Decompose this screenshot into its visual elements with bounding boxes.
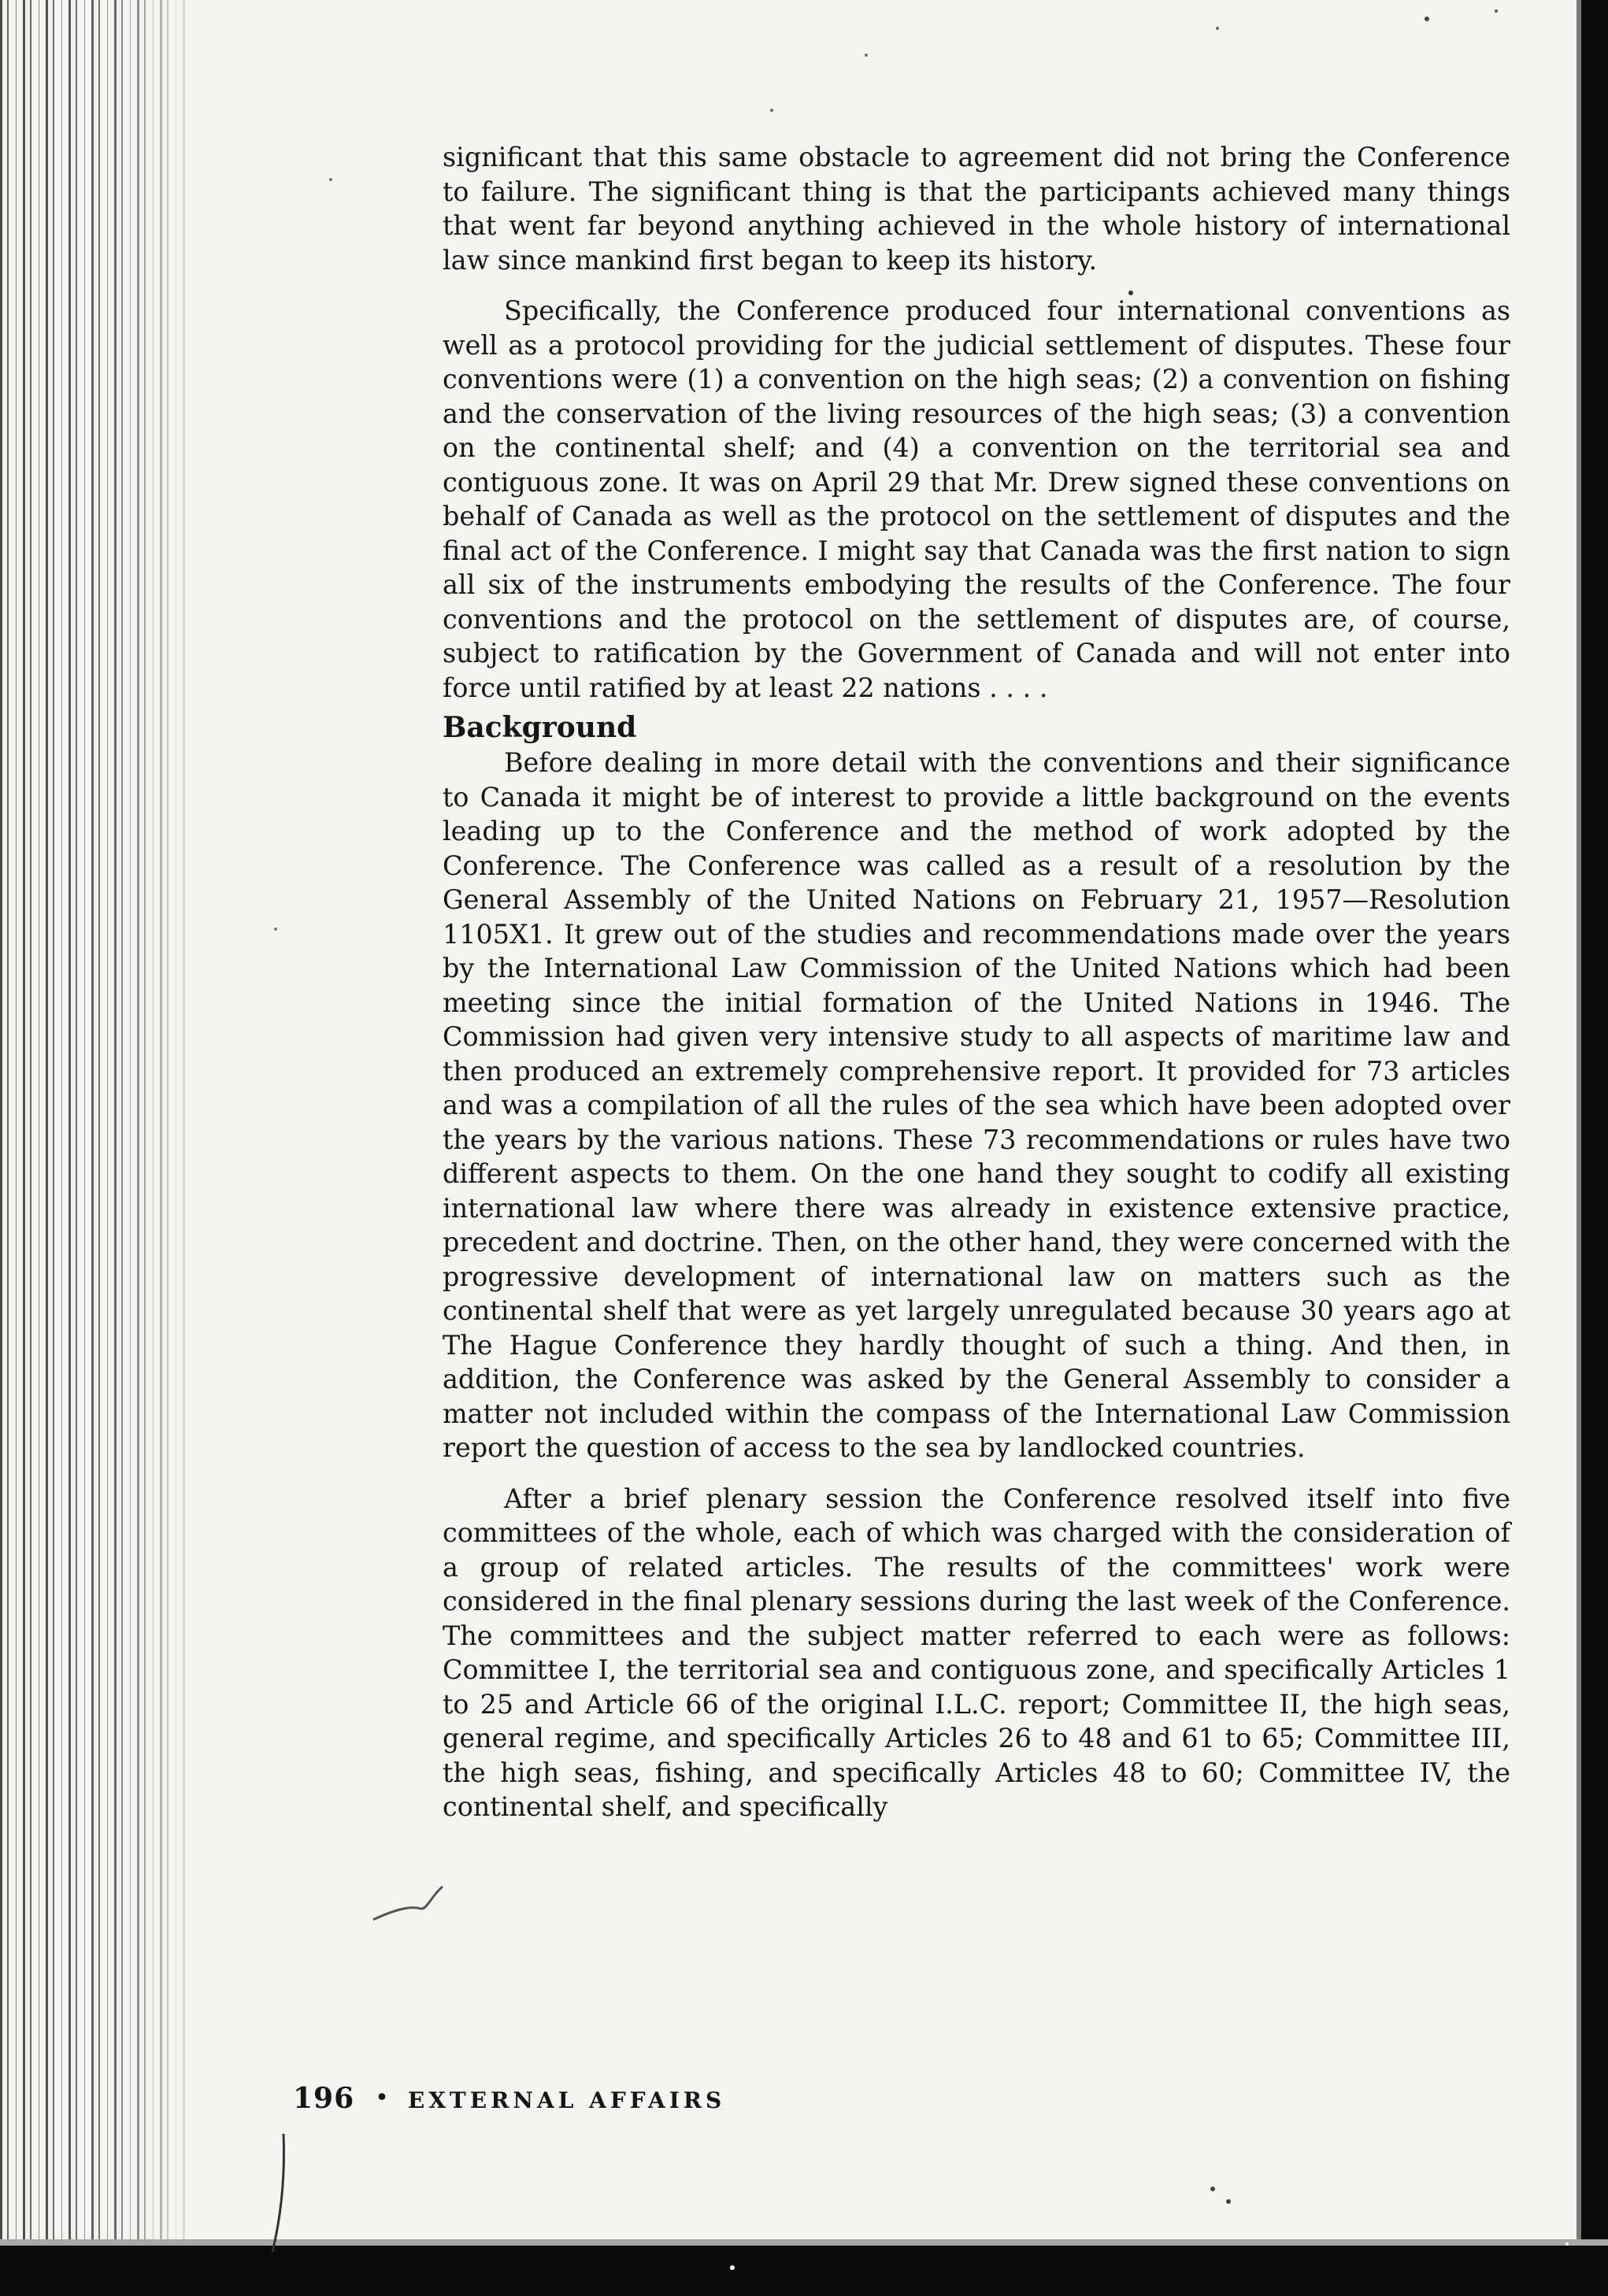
section-heading: Background: [443, 711, 637, 744]
footer-separator: •: [375, 2084, 389, 2112]
paragraph-continuation: significant that this same obstacle to agreement did not bring the Conference to failure. The significant thing is that the participants achieved many things that went far beyond anything achieved in the whole history of international law since mankind first began to keep its history.: [443, 142, 1510, 276]
page-footer: [293, 2082, 725, 2115]
paragraph-background: Before dealing in more detail with the conventions and their significance to Canada it might be of interest to provide a little background on the events leading up to the Conference and the method of work adopted by the Conference. The Conference was called as a result of a resolution by the General Assembly of the United Nations on February 21, 1957—Resolution 1105X1. It grew out of the studies and recommendations made over the years by the International Law Commission of the United Nations which had been meeting since the initial formation of the United Nations in 1946. The Commission had given very intensive study to all aspects of maritime law and then produced an extremely comprehensive report. It provided for 73 articles and was a compilation of all the rules of the sea which have been adopted over the years by the various nations. These 73 recommendations or rules have two different aspects to them. On the one hand they sought to codify all existing international law where there was already in existence extensive practice, precedent and doctrine. Then, on the other hand, they were concerned with the progressive development of international law on matters such as the continental shelf that were as yet largely unregulated because 30 years ago at The Hague Conference they hardly thought of such a thing. And then, in addition, the Conference was asked by the General Assembly to consider a matter not included within the compass of the International Law Commission report the question of access to the sea by landlocked countries.: [443, 747, 1510, 1463]
margin-stroke-icon: [268, 2126, 291, 2260]
journal-title: EXTERNAL AFFAIRS: [407, 2087, 726, 2113]
page-number: 196: [293, 2082, 355, 2115]
pen-mark-icon: [370, 1874, 449, 1929]
article-body: [443, 140, 1510, 1824]
paragraph-committees: After a brief plenary session the Conference resolved itself into five committees of the whole, each of which was charged with the consideration of a group of related articles. The results of the committees' work were considered in the final plenary sessions during the last week of the Conference. The committees and the subject matter referred to each were as follows: Committee I, the territorial sea and contiguous zone, and specifically Articles 1 to 25 and Article 66 of the original I.L.C. report; Committee II, the high seas, general regime, and specifically Articles 26 to 48 and 61 to 65; Committee III, the high seas, fishing, and specifically Articles 48 to 60; Committee IV, the continental shelf, and specifically: [443, 1483, 1510, 1822]
paragraph-conventions: Specifically, the Conference produced four international conventions as well as a protocol providing for the judicial settlement of disputes. These four conventions were (1) a convention on the high seas; (2) a convention on fishing and the conservation of the living resources of the high seas; (3) a convention on the continental shelf; and (4) a convention on the territorial sea and contiguous zone. It was on April 29 that Mr. Drew signed these conventions on behalf of Canada as well as the protocol on the settlement of disputes and the final act of the Conference. I might say that Canada was the first nation to sign all six of the instruments embodying the results of the Conference. The four conventions and the protocol on the settlement of disputes are, of course, subject to ratification by the Government of Canada and will not enter into force until ratified by at least 22 nations . . . .: [443, 295, 1510, 703]
